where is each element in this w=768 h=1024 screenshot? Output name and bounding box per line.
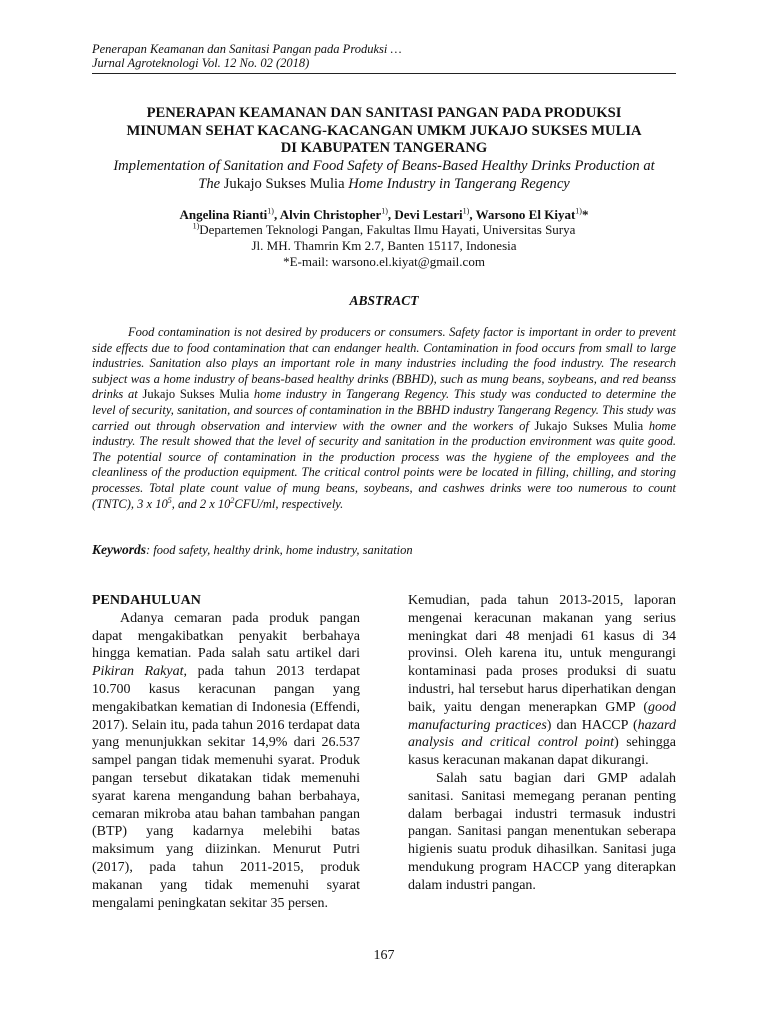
abstract-heading: ABSTRACT	[349, 293, 419, 308]
keywords-list: : food safety, healthy drink, home industry, sanitation	[146, 543, 413, 557]
english-title-company: Jukajo Sukses Mulia	[223, 175, 345, 192]
keywords	[92, 542, 413, 558]
corresponding-author-mark: *	[581, 207, 589, 222]
paragraph-text: ) dan HACCP (	[546, 717, 638, 733]
author-affiliation-mark: 1)	[381, 206, 388, 216]
abstract-body	[92, 325, 676, 512]
section-heading: PENDAHULUAN	[92, 593, 201, 608]
gmp-expansion: good manufacturing practices	[408, 699, 676, 733]
paragraph	[92, 610, 360, 913]
abstract-exponent: 2	[230, 495, 235, 505]
left-column	[92, 592, 360, 912]
author-affiliation-mark: 1)	[462, 206, 470, 216]
author-affiliation-mark: 1)	[575, 206, 582, 216]
author-separator: ,	[273, 207, 280, 222]
paragraph-text: Kemudian, pada tahun 2013-2015, laporan mengenai keracunan makanan yang serius meningkat dari 48 menjadi 61 kasus di 34 provinsi. Oleh karena itu, untuk mengurangi kontaminasi pada proses produksi di suatu industri, hal tersebut harus diperhatikan dengan baik, yaitu dengan menerapkan GMP (	[408, 593, 676, 715]
abstract-text: home industry in Tangerang Regency. This study was conducted to determine the level of security, sanitation, and sources of contamination in the BBHD industry Tangerang Regency. This study was carried out through observation and interview with the owner and the workers of	[92, 387, 677, 433]
author-name: Alvin Christopher	[279, 207, 382, 222]
author-separator: ,	[387, 207, 395, 222]
running-header-journal: Jurnal Agroteknologi Vol. 12 No. 02 (2018)	[92, 56, 310, 70]
english-title-line-1: Implementation of Sanitation and Food Safety of Beans-Based Healthy Drinks Production at	[113, 158, 655, 174]
affiliation	[60, 222, 708, 270]
english-title-the: The	[198, 175, 221, 192]
newspaper-name: Pikiran Rakyat	[92, 664, 184, 680]
author-list	[60, 207, 708, 223]
paragraph	[408, 592, 676, 770]
english-title-line-2	[72, 176, 696, 194]
page-number: 167	[373, 948, 395, 963]
abstract-text: Food contamination is not desired by producers or consumers. Safety factor is important in order to prevent side effects due to food contamination that can endanger health. Contamination in food occurs from small to large industries. Sanitation also plays an important role in many industries including the food industry. The research subject was a home industry of beans-based healthy drinks (BBHD), such as mung beans, soybeans, and red beanss drinks at	[92, 325, 676, 402]
abstract-text: home industry. The result showed that the level of security and sanitation in the production environment was quite good. The potential source of contamination in the production process was the hygiene of the employees and the cleanliness of the production equipment. The critical control points were be located in filling, chilling, and storing processes. Total plate count value of mung beans, soybeans, and cashwes drinks were too numerous to count (TNTC), 3 x 10	[92, 418, 676, 511]
abstract-company-name: Jukajo Sukses Mulia	[534, 418, 644, 433]
title-line-1: PENERAPAN KEAMANAN DAN SANITASI PANGAN PADA PRODUKSI	[146, 105, 622, 121]
abstract-company-name: Jukajo Sukses Mulia	[142, 387, 250, 402]
affiliation-email: *E-mail: warsono.el.kiyat@gmail.com	[283, 254, 485, 269]
abstract-text: CFU/ml, respectively.	[234, 496, 344, 511]
header-divider	[92, 73, 676, 74]
affiliation-department-text: Departemen Teknologi Pangan, Fakultas Ilmu Hayati, Universitas Surya	[199, 222, 576, 237]
title-line-2: MINUMAN SEHAT KACANG-KACANGAN UMKM JUKAJO SUKSES MULIA	[126, 122, 642, 139]
abstract-exponent: 5	[167, 495, 172, 505]
paragraph: Salah satu bagian dari GMP adalah sanitasi. Sanitasi memegang peranan penting dalam berbagai industri termasuk industri pangan. Sanitasi pangan menentukan seberapa higienis suatu produk dihasilkan. Sanitasi juga mendukung program HACCP yang diterapkan dalam industri pangan.	[408, 770, 676, 893]
title-line-3: DI KABUPATEN TANGERANG	[280, 140, 488, 156]
author-name: Warsono El Kiyat	[475, 207, 576, 222]
abstract-text: , and 2 x 10	[171, 496, 231, 511]
author-name: Angelina Rianti	[179, 207, 268, 222]
paper-title	[60, 105, 708, 158]
running-header	[92, 42, 402, 70]
paragraph-text: Adanya cemaran pada produk pangan dapat mengakibatkan penyakit berbahaya hingga kematian. Pada salah satu artikel dari	[92, 610, 360, 662]
affiliation-address: Jl. MH. Thamrin Km 2.7, Banten 15117, Indonesia	[251, 238, 517, 253]
paragraph-text: , pada tahun 2013 terdapat 10.700 kasus keracunan pangan yang mengakibatkan kematian di Indonesia (Effendi, 2017). Selain itu, pada tahun 2016 terdapat data yang menunjukkan sekitar 14,9% dari 26.537 sampel pangan tidak memenuhi syarat. Produk pangan tersebut dikatakan tidak memenuhi syarat karena mengandung bahan berbahaya, cemaran mikroba atau bahan tambahan pangan (BTP) yang kadarnya melebihi batas maksimum yang diizinkan. Menurut Putri (2017), pada tahun 2011-2015, produk makanan yang tidak memenuhi syarat mengalami peningkatan sekitar 35 persen.	[92, 664, 360, 911]
right-column	[408, 592, 676, 895]
running-header-article: Penerapan Keamanan dan Sanitasi Pangan pada Produksi …	[92, 42, 402, 56]
haccp-expansion: hazard analysis and critical control point	[408, 717, 676, 751]
author-affiliation-mark: 1)	[267, 206, 274, 216]
english-title-rest: Home Industry in Tangerang Regency	[348, 175, 570, 192]
author-separator: ,	[469, 207, 476, 222]
affiliation-mark: 1)	[192, 221, 200, 231]
affiliation-department	[60, 222, 708, 238]
author-name: Devi Lestari	[394, 207, 463, 222]
paragraph-text: ) sehingga kasus keracunan makanan dapat dikurangi.	[408, 735, 676, 769]
keywords-label: Keywords	[92, 542, 146, 557]
english-title	[72, 158, 696, 193]
